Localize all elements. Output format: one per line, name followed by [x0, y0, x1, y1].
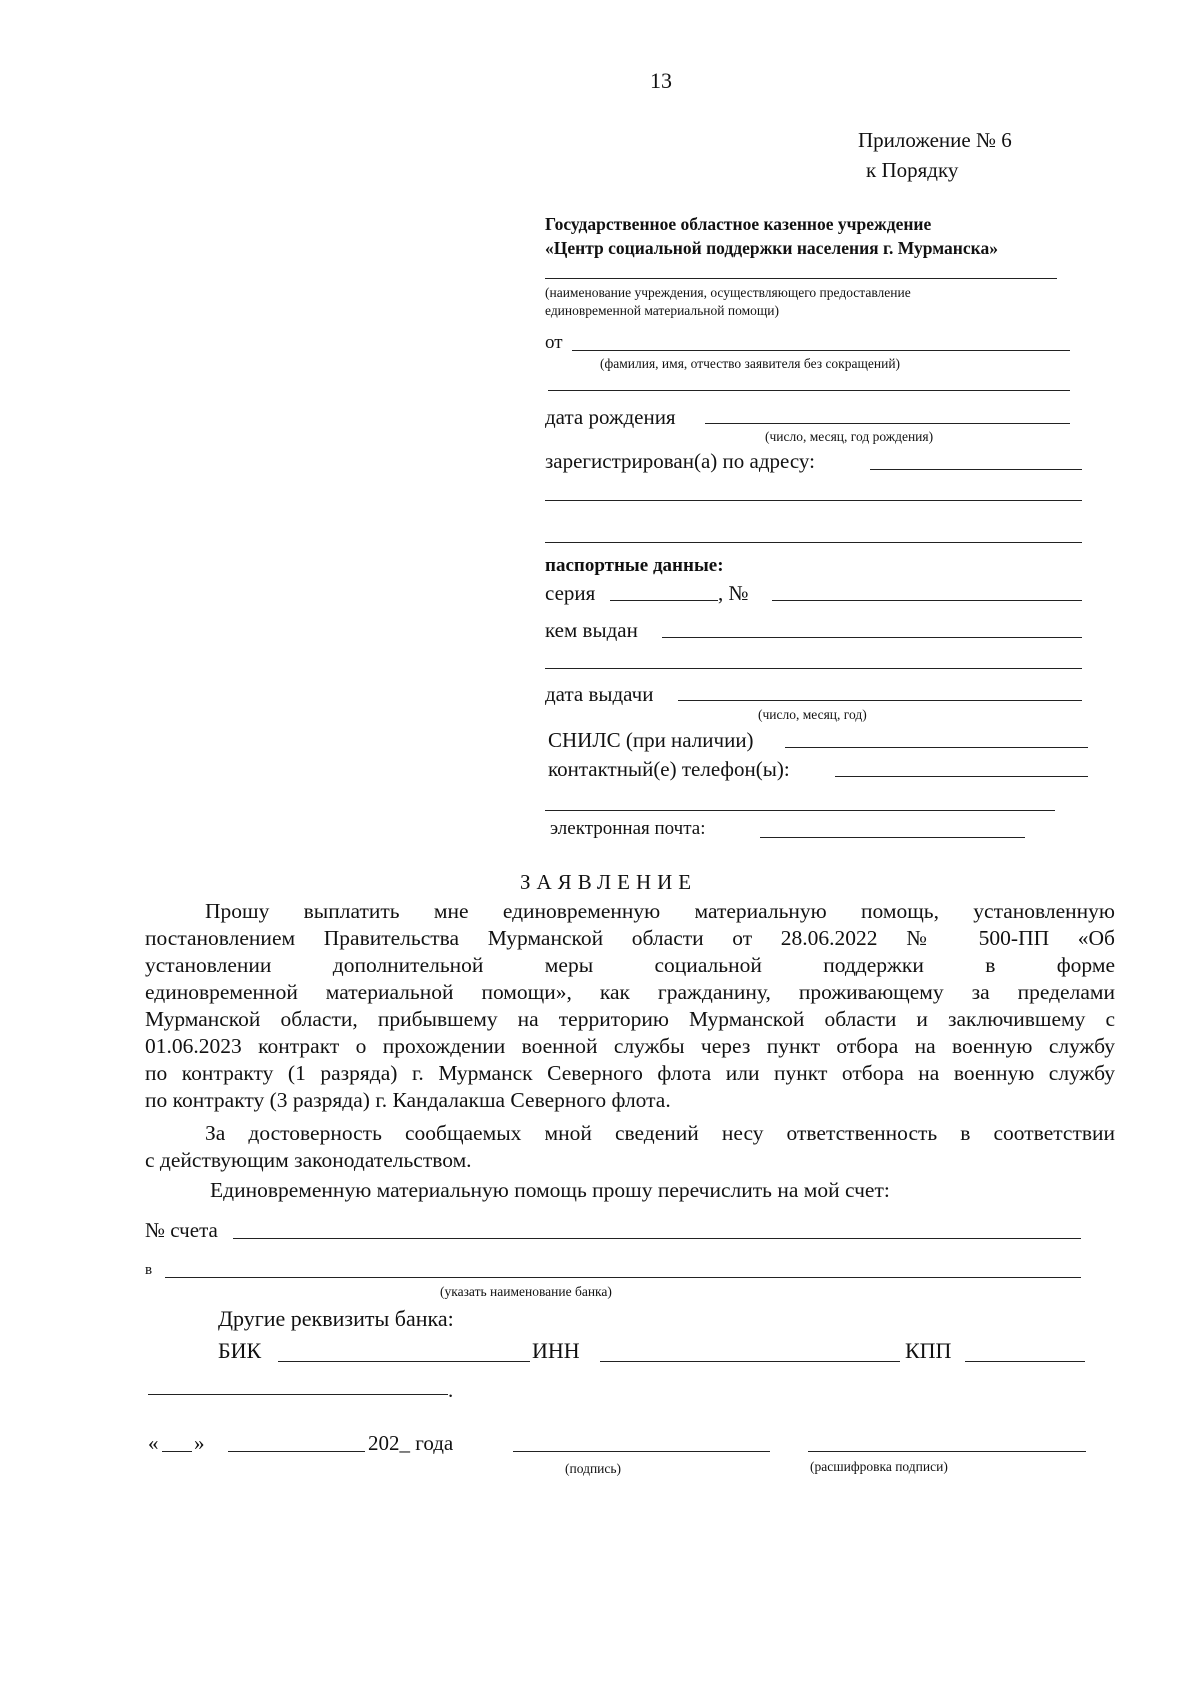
phone-label: контактный(е) телефон(ы): — [548, 757, 790, 781]
bik-label: БИК — [218, 1338, 262, 1363]
institution-underline — [545, 278, 1057, 279]
series-field[interactable] — [610, 600, 718, 601]
snils-field[interactable] — [785, 747, 1088, 748]
statement-line: единовременной материальной помощи», как гражданину, проживающему за пределами — [145, 980, 1115, 1004]
page-number: 13 — [650, 68, 672, 93]
extra-details-field[interactable] — [148, 1394, 448, 1395]
institution-caption-line1: (наименование учреждения, осуществляющего предоставление — [545, 285, 911, 300]
issued-by-field[interactable] — [662, 637, 1082, 638]
account-field[interactable] — [233, 1238, 1081, 1239]
inn-field[interactable] — [600, 1361, 900, 1362]
issued-by-label: кем выдан — [545, 618, 638, 642]
address-label: зарегистрирован(а) по адресу: — [545, 449, 815, 473]
other-details-label: Другие реквизиты банка: — [218, 1306, 454, 1331]
statement-line: Мурманской области, прибывшему на территорию Мурманской области и заключившему с — [145, 1007, 1115, 1031]
passport-number-field[interactable] — [772, 600, 1082, 601]
month-field[interactable] — [228, 1451, 365, 1452]
kpp-field[interactable] — [965, 1361, 1085, 1362]
kpp-label: КПП — [905, 1338, 952, 1363]
issued-by-field-line2[interactable] — [545, 668, 1082, 669]
institution-caption-line2: единовременной материальной помощи) — [545, 303, 779, 318]
birth-date-label: дата рождения — [545, 405, 676, 429]
fio-caption: (фамилия, имя, отчество заявителя без сокращений) — [600, 356, 901, 371]
bank-name-field[interactable] — [165, 1277, 1081, 1278]
fio-field-line2[interactable] — [548, 390, 1070, 391]
statement-line: 01.06.2023 контракт о прохождении военной службы через пункт отбора на военную службу — [145, 1034, 1115, 1058]
statement-line: постановлением Правительства Мурманской области от 28.06.2022 № 500-ПП «Об — [145, 926, 1115, 950]
signature-decode-caption: (расшифровка подписи) — [810, 1459, 948, 1474]
email-field[interactable] — [760, 837, 1025, 838]
date-close-quote: » — [194, 1431, 205, 1455]
signature-field[interactable] — [513, 1451, 770, 1452]
appendix-label: Приложение № 6 — [858, 128, 1012, 152]
birth-date-field[interactable] — [705, 423, 1070, 424]
address-field-line2[interactable] — [545, 500, 1082, 501]
bank-prefix: в — [145, 1262, 153, 1278]
extra-details-period: . — [448, 1378, 454, 1402]
statement-line: по контракту (1 разряда) г. Мурманск Северного флота или пункт отбора на военную службу — [145, 1061, 1115, 1085]
email-label: электронная почта: — [550, 818, 706, 839]
statement-title: ЗАЯВЛЕНИЕ — [520, 870, 698, 894]
from-label: от — [545, 332, 563, 353]
fio-field[interactable] — [572, 350, 1070, 351]
address-field-line3[interactable] — [545, 542, 1082, 543]
series-label: серия — [545, 581, 596, 605]
bank-caption: (указать наименование банка) — [440, 1284, 612, 1299]
number-label: , № — [718, 581, 749, 605]
statement-line: Прошу выплатить мне единовременную материальную помощь, установленную — [205, 899, 1115, 923]
phone-field-line2[interactable] — [545, 810, 1055, 811]
snils-label: СНИЛС (при наличии) — [548, 728, 754, 752]
institution-name-line2: «Центр социальной поддержки населения г. Мурманска» — [545, 238, 998, 258]
inn-label: ИНН — [532, 1338, 580, 1363]
statement-line: установлении дополнительной меры социальной поддержки в форме — [145, 953, 1115, 977]
account-label: № счета — [145, 1218, 218, 1242]
statement-line: За достоверность сообщаемых мной сведений несу ответственность в соответствии — [205, 1121, 1115, 1145]
phone-field[interactable] — [835, 776, 1088, 777]
birth-date-caption: (число, месяц, год рождения) — [765, 429, 934, 444]
statement-line: по контракту (3 разряда) г. Кандалакша Северного флота. — [145, 1088, 671, 1112]
signature-caption: (подпись) — [565, 1461, 622, 1476]
bik-field[interactable] — [278, 1361, 530, 1362]
statement-line: с действующим законодательством. — [145, 1148, 472, 1172]
passport-heading: паспортные данные: — [545, 555, 724, 576]
date-open-quote: « — [148, 1431, 159, 1455]
day-field[interactable] — [162, 1451, 192, 1452]
institution-name-line1: Государственное областное казенное учреждение — [545, 214, 932, 234]
address-field[interactable] — [870, 469, 1082, 470]
statement-paragraph-1 — [145, 898, 1115, 1114]
year-text: 202_ года — [368, 1431, 454, 1455]
appendix-order: к Порядку — [866, 158, 959, 182]
statement-paragraph-3: Единовременную материальную помощь прошу перечислить на мой счет: — [210, 1178, 890, 1202]
issue-date-label: дата выдачи — [545, 682, 654, 706]
issue-date-caption: (число, месяц, год) — [758, 707, 867, 722]
statement-paragraph-2 — [145, 1120, 1115, 1174]
issue-date-field[interactable] — [678, 700, 1082, 701]
signature-decode-field[interactable] — [808, 1451, 1086, 1452]
